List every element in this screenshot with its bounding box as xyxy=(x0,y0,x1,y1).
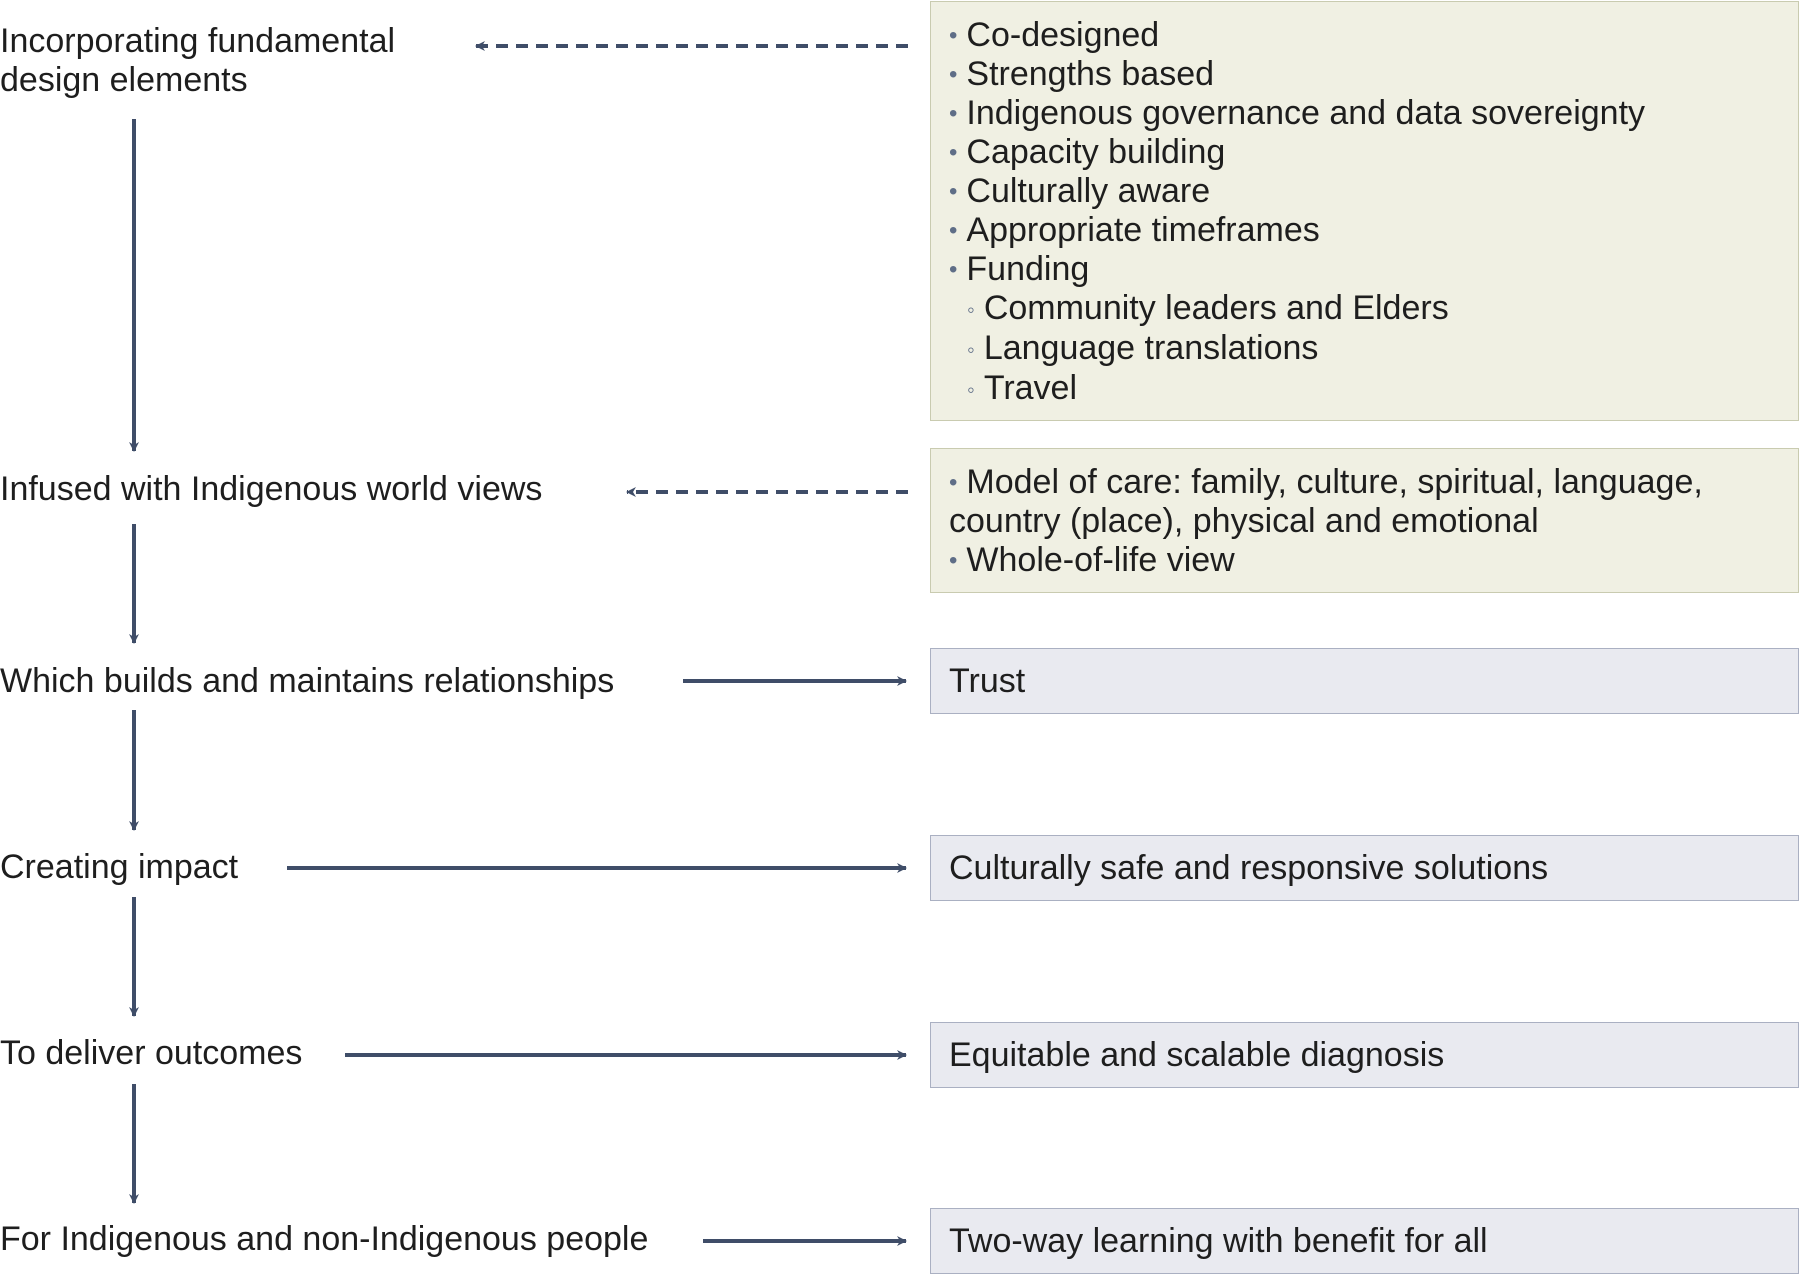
bullet-icon: • xyxy=(949,178,958,205)
list-item-text: Travel xyxy=(983,369,1078,407)
list-item xyxy=(949,172,1780,211)
list-item-text: Indigenous governance and data sovereignty xyxy=(966,94,1646,132)
diagnosis-box xyxy=(930,1022,1799,1088)
list-item xyxy=(949,250,1780,289)
bullet-icon: • xyxy=(949,256,958,283)
step-label-line: To deliver outcomes xyxy=(0,1034,303,1072)
step-label-line: Incorporating fundamental xyxy=(0,22,396,60)
list-item xyxy=(949,55,1780,94)
solutions-text: Culturally safe and responsive solutions xyxy=(949,848,1549,887)
bullet-icon: • xyxy=(949,61,958,88)
list-item xyxy=(949,463,1780,541)
trust-text: Trust xyxy=(949,661,1026,700)
sub-bullet-icon: ◦ xyxy=(967,377,975,402)
list-item-text: Strengths based xyxy=(966,55,1215,93)
step-label-relationships xyxy=(0,662,614,701)
list-item xyxy=(949,16,1780,55)
solutions-box xyxy=(930,835,1799,901)
diagnosis-text: Equitable and scalable diagnosis xyxy=(949,1035,1445,1074)
list-item xyxy=(949,94,1780,133)
list-item-text: Model of care: family, culture, spiritual, language, country (place), physical and emotional xyxy=(949,463,1703,540)
list-item-text: Capacity building xyxy=(966,133,1226,171)
step-label-line: design elements xyxy=(0,61,248,99)
bullet-icon: • xyxy=(949,139,958,166)
world-views-list xyxy=(949,463,1780,580)
sub-bullet-icon: ◦ xyxy=(967,297,975,322)
list-item-text: Appropriate timeframes xyxy=(966,211,1320,249)
world-views-box xyxy=(930,448,1799,593)
sub-list-item xyxy=(949,289,1780,329)
step-label-world-views xyxy=(0,470,542,509)
step-label-design-elements xyxy=(0,22,395,100)
sub-list-item xyxy=(949,369,1780,409)
design-elements-list xyxy=(949,16,1780,409)
step-label-people xyxy=(0,1220,648,1259)
trust-box xyxy=(930,648,1799,714)
two-way-learning-box xyxy=(930,1208,1799,1274)
list-item xyxy=(949,211,1780,250)
step-label-line: For Indigenous and non-Indigenous people xyxy=(0,1220,649,1258)
bullet-icon: • xyxy=(949,22,958,49)
step-label-line: Which builds and maintains relationships xyxy=(0,662,615,700)
sub-list-item xyxy=(949,329,1780,369)
step-label-line: Creating impact xyxy=(0,848,239,886)
list-item xyxy=(949,133,1780,172)
list-item-text: Language translations xyxy=(983,329,1319,367)
two-way-learning-text: Two-way learning with benefit for all xyxy=(949,1221,1488,1260)
bullet-icon: • xyxy=(949,547,958,574)
bullet-icon: • xyxy=(949,469,958,496)
step-label-impact xyxy=(0,848,238,887)
step-label-outcomes xyxy=(0,1034,302,1073)
list-item xyxy=(949,541,1780,580)
list-item-text: Co-designed xyxy=(966,16,1160,54)
list-item-text: Whole-of-life view xyxy=(966,541,1235,579)
design-elements-box xyxy=(930,1,1799,421)
list-item-text: Community leaders and Elders xyxy=(983,289,1449,327)
list-item-text: Culturally aware xyxy=(966,172,1211,210)
step-label-line: Infused with Indigenous world views xyxy=(0,470,543,508)
sub-bullet-icon: ◦ xyxy=(967,337,975,362)
bullet-icon: • xyxy=(949,100,958,127)
list-item-text: Funding xyxy=(966,250,1090,288)
bullet-icon: • xyxy=(949,217,958,244)
